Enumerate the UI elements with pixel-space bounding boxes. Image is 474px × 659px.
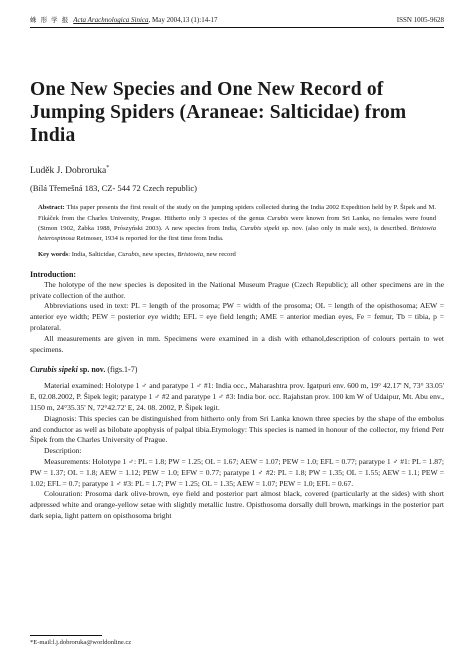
abstract-text-4: Reimoser, 1934 is reported for the first time from India. [74, 235, 224, 243]
species-figs: (figs.1-7) [105, 365, 138, 375]
species-heading [30, 365, 444, 375]
abstract-text-1: This paper presents the first result of the study on the jumping spiders collected during the India 2002 Expedition held by P. Šipek and M. Fikáček from the Charles University, Prague. Hitherto only 3 species of the genus [38, 204, 436, 222]
keywords-text-3: , new record [203, 250, 236, 258]
author-affiliation: (Bílá Třemešná 183, CZ- 544 72 Czech republic) [30, 183, 197, 194]
abstract-text-3: sp. nov. (also only in male sex), is described. [279, 224, 411, 232]
paper-title: One New Species and One New Record of Jumping Spiders (Araneae: Salticidae) from India [30, 79, 407, 146]
introduction-paragraph-3: All measurements are given in mm. Specimens were examined in a dish with ethanol,description of colours pertain to wet specimens. [30, 333, 444, 354]
footnote-email: *E-mail:l.j.dobroruka@worldonline.cz [30, 639, 132, 646]
keywords-genus-2: Bristowia [177, 250, 204, 258]
abstract-text-2: were known from Sri Lanka, no females were found (Simon 1902, Żabka 1988, Prószyński 2003). A new species from India, [38, 214, 436, 232]
keywords [38, 250, 436, 259]
species-suffix: sp. nov. [77, 365, 106, 375]
introduction-paragraph-1: The holotype of the new species is deposited in the National Museum Prague (Czech Republic); all other specimens are in the private collection of the author. [30, 279, 444, 300]
keywords-label: Key words [38, 250, 69, 258]
author-footnote-mark: * [106, 165, 110, 171]
author [30, 163, 444, 177]
journal-name-chinese: 蛛 形 学 报 [30, 16, 70, 24]
running-head-journal [30, 16, 218, 25]
measurements: Measurements: Holotype 1 ♂: PL = 1.8; PW = 1.25; OL = 1.67; AEW = 1.07; PEW = 1.0; EFL = 0.77; paratype 1 ♂ #1: PL = 1.87; PW = 1.37; OL = 1.8; AEW = 1.12; PEW = 1.0; EFW = 0.77; paratype 1 ♂ #2: PL = 1.8; PW = 1.35; OL = 1.55; AEW = 1.1; PEW = 1.02; EFL = 0.7; paratype 1 ♂ #3: PL = 1.7; PW = 1.25; OL = 1.35; AEW = 1.07; PEW = 1.0; EFL = 0.67. [30, 456, 444, 488]
author-name: Luděk J. Dobroruka [30, 166, 107, 177]
keywords-text-1: : India, Salticidae, [68, 250, 118, 258]
species-name: Curubis sipeki [30, 365, 78, 375]
running-head [30, 16, 444, 28]
introduction-heading: Introduction: [30, 269, 77, 279]
abstract [38, 203, 436, 245]
diagnosis: Diagnosis: This species can be distinguished from hitherto only from Sri Lanka known three species by the shape of the embolus and conductor as well as bilobate apophysis of palpal tibia.Etymology: This species is named in honour of the collector, my friend Petr Šipek from the Charles University of Prague. [30, 413, 444, 445]
journal-name-english: Acta Arachnologica Sinica [73, 16, 149, 24]
introduction-paragraph-2: Abbreviations used in text: PL = length of the prosoma; PW = width of the prosoma; OL = length of the opisthosoma; AEW = anterior eye width; PEW = posterior eye width; EFL = eye field length; AME = anterior median eyes, Fe = femur, Tb = tibia, p = prolateral. [30, 301, 444, 332]
abstract-record-species: Bristowia heterospinosa [38, 224, 437, 243]
abstract-genus: Curubis [267, 214, 289, 222]
abstract-label: Abstract: [38, 204, 65, 212]
abstract-new-species: Curubis sipeki [240, 224, 280, 232]
journal-issn: ISSN 1005-9628 [396, 16, 444, 24]
description-heading: Description: [44, 446, 82, 456]
journal-issue: , May 2004,13 (1):14-17 [148, 16, 218, 24]
material-examined: Material examined: Holotype 1 ♂ and paratype 1 ♂ #1: India occ., Maharashtra prov. Igatpuri env. 600 m, 19° 42.17' N, 73° 33.05' E, 02.08.2002, P. Šipek legit; paratype 1 ♂ #2 and paratype 1 ♂ #3: India bor. occ. Rajahstan prov. 100 km W of Udaipur, Mt. Abu env., 1150 m, 24°35.35' N, 72°42.72' E, 24. 08. 2002, P. Šipek legit. [30, 381, 444, 412]
footnote-rule [30, 635, 102, 636]
keywords-text-2: , new species, [139, 250, 178, 258]
colouration: Colouration: Prosoma dark olive-brown, eye field and posterior part almost black, covered (particularly at the sides) with short adpressed white and orange-yellow setae with slightly metallic lustre. Opisthosoma dorsally dull brown, markings in the posterior part dark sepia, light pattern on opisthosoma bright [30, 489, 444, 520]
keywords-genus-1: Curubis [117, 250, 140, 258]
